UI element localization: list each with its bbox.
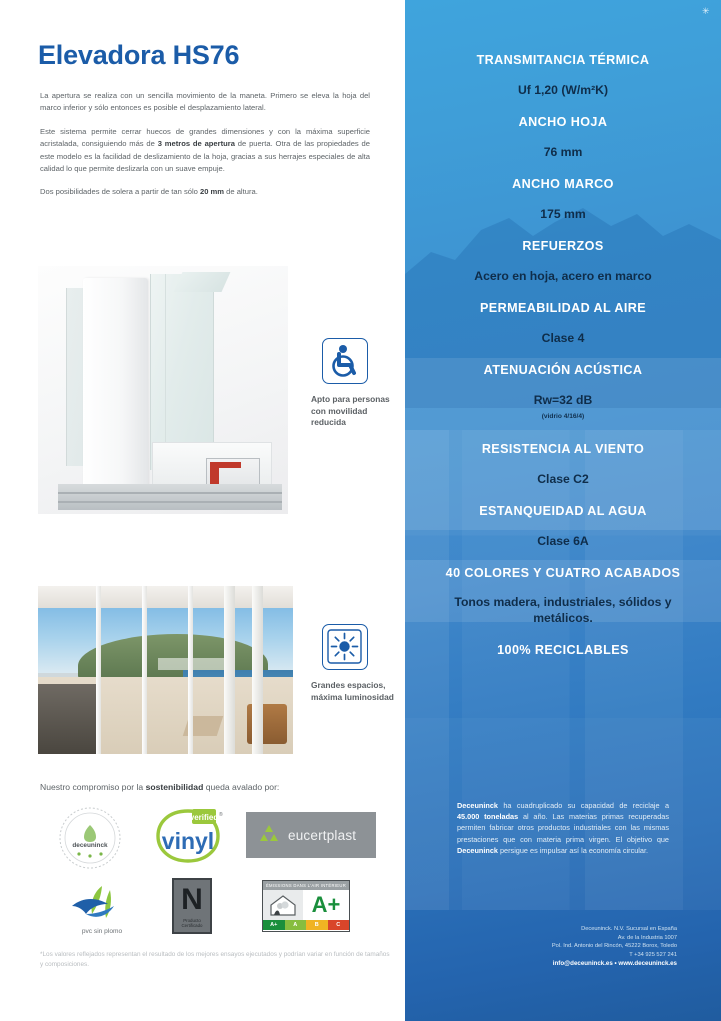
- luminosity-caption: Grandes espacios, máxima luminosidad: [311, 680, 394, 702]
- eucertplast-logo: [246, 812, 376, 858]
- n-certification-sublabel: Producto Certificado: [181, 917, 203, 928]
- vinyl-verified-label: verified: [189, 813, 219, 822]
- spec-head-estanqueidad: ESTANQUEIDAD AL AGUA: [479, 504, 647, 518]
- luminosity-icon-card: [322, 624, 368, 670]
- product-description: [40, 90, 370, 210]
- vinylplus-logo: [152, 805, 224, 867]
- footer-street: Av. de la Industria 1007: [617, 934, 677, 941]
- scale-a-plus: A+: [263, 920, 285, 930]
- recycling-brand-2: Deceuninck: [457, 845, 498, 855]
- spec-value-refuerzos: Acero en hoja, acero en marco: [474, 269, 652, 283]
- vinyl-trademark: ®: [219, 812, 223, 818]
- recycling-brand-1: Deceuninck: [457, 801, 498, 810]
- house-icon: [263, 890, 303, 920]
- disclaimer-note: *Los valores reflejados representan el resultado de los mejores ensayos ejecutados y podrían variar en función de tamaños y composiciones.: [40, 951, 390, 968]
- photo-mullion: [96, 586, 101, 754]
- eucertplast-label: eucertplast: [288, 827, 357, 843]
- footer-city: Pol. Ind. Antonio del Rincón, 45222 Borox, Toledo: [551, 943, 677, 950]
- scale-c: C: [328, 920, 350, 930]
- highlight-solera: 20 mm: [199, 187, 225, 197]
- description-paragraph-2: Este sistema permite cerrar huecos de grandes dimensiones y con la máxima superficie acristalada, consiguiendo más de 3 metros de apertura de puerta. Otra de las propiedades de este modelo es la facilidad de deslizamiento de la hoja, gracias a sus herrajes especiales de alta calidad lo que permite deslizarla con un suave empuje.: [40, 126, 371, 174]
- specifications-panel: [405, 0, 721, 1021]
- n-certification-logo: [172, 878, 212, 934]
- bird-leaf-icon: [64, 880, 140, 930]
- spec-value-colores: Tonos madera, industriales, sólidos y metálicos.: [454, 595, 672, 625]
- indoor-air-body: [263, 890, 349, 920]
- recycling-paragraph: Deceuninck ha cuadruplicado su capacidad de reciclaje a 45.000 toneladas al año. Las materias primas recuperadas permiten fabricar otros productos industriales con las mismas prestaciones que con materia prima virgen. El objetivo que Deceuninck persigue es impulsar así la economía circular.: [457, 801, 669, 855]
- deceuninck-seal-logo: [57, 805, 123, 871]
- sun-icon: [323, 625, 366, 668]
- indoor-air-header: ÉMISSIONS DANS L'AIR INTÉRIEUR: [263, 881, 349, 890]
- photo-door-post: [224, 586, 235, 754]
- wheelchair-icon: [323, 339, 366, 382]
- spec-list: [405, 52, 721, 672]
- profile-gasket-top: [219, 462, 241, 468]
- vinyl-label: vinyl: [161, 828, 215, 854]
- spec-value-ancho-marco: 175 mm: [540, 207, 586, 221]
- spec-head-refuerzos: REFUERZOS: [522, 239, 604, 253]
- spec-head-transmitancia: TRANSMITANCIA TÉRMICA: [476, 53, 650, 67]
- profile-sill-track: [58, 484, 282, 510]
- panel-footer: [405, 925, 721, 969]
- profile-frame: [83, 278, 148, 498]
- spec-head-permeabilidad: PERMEABILIDAD AL AIRE: [479, 301, 647, 315]
- scale-a: A: [285, 920, 307, 930]
- interior-terrace-photo: [38, 586, 293, 754]
- description-paragraph-1: La apertura se realiza con un sencilla movimiento de la maneta. Primero se eleva la hoja del marco inferior y sólo entonces es posible el desplazamiento lateral.: [40, 91, 370, 113]
- spec-head-ancho-marco: ANCHO MARCO: [512, 177, 614, 191]
- footer-company: Deceuninck. N.V. Sucursal en España: [581, 926, 677, 933]
- highlight-apertura: 3 metros de apertura: [157, 139, 235, 149]
- pvc-sin-plomo-label: pvc sin plomo: [81, 928, 123, 935]
- spec-head-viento: RESISTENCIA AL VIENTO: [481, 442, 645, 456]
- description-paragraph-3: Dos posibilidades de solera a partir de tan sólo 20 mm de altura.: [40, 187, 258, 197]
- photo-mullion: [142, 586, 147, 754]
- photo-door-post: [252, 586, 263, 754]
- profile-glass-main: [150, 274, 214, 470]
- recycling-tonnage: 45.000 toneladas: [457, 812, 519, 822]
- spec-value-atenuacion-note: (vidrio 4/16/4): [541, 413, 585, 420]
- sustainability-heading: Nuestro compromiso por la sostenibilidad queda avalado por:: [40, 782, 280, 792]
- spec-value-ancho-hoja: 76 mm: [543, 145, 583, 159]
- profile-glass-top: [174, 272, 231, 292]
- footer-phone: T +34 925 527 241: [629, 951, 677, 958]
- scale-b: B: [306, 920, 328, 930]
- accessibility-caption: Apto para personas con movilidad reducida: [311, 394, 390, 427]
- spec-value-atenuacion: Rw=32 dB (vidrio 4/16/4): [405, 392, 721, 425]
- spec-head-atenuacion: ATENUACIÓN ACÚSTICA: [483, 363, 643, 377]
- corner-marker: ✳: [702, 6, 710, 16]
- pvc-profile-photo: [38, 266, 288, 514]
- spec-head-ancho-hoja: ANCHO HOJA: [518, 115, 608, 129]
- indoor-air-grade: A+: [311, 892, 341, 917]
- spec-value-permeabilidad: Clase 4: [541, 331, 585, 345]
- indoor-air-quality-logo: [262, 880, 350, 932]
- spec-head-reciclables: 100% RECICLABLES: [497, 643, 629, 657]
- sustainability-bold: sostenibilidad: [145, 782, 204, 792]
- footer-contact[interactable]: info@deceuninck.es • www.deceuninck.es: [552, 960, 677, 968]
- spec-value-transmitancia: Uf 1,20 (W/m²K): [517, 83, 609, 97]
- photo-town: [158, 658, 228, 670]
- spec-value-viento: Clase C2: [537, 472, 589, 486]
- n-certification-glyph: N: [181, 882, 203, 916]
- spec-value-estanqueidad: Clase 6A: [537, 534, 589, 548]
- recycle-icon: [256, 822, 282, 848]
- accessibility-icon-card: [322, 338, 368, 384]
- indoor-air-scale: [263, 920, 349, 930]
- pvc-sin-plomo-logo: [64, 880, 140, 930]
- photo-interior-floor: [38, 684, 100, 754]
- photo-mullion: [188, 586, 193, 754]
- spec-head-colores: 40 COLORES Y CUATRO ACABADOS: [445, 566, 681, 580]
- deceuninck-seal-label: deceuninck: [72, 842, 108, 849]
- page-title: Elevadora HS76: [38, 40, 240, 70]
